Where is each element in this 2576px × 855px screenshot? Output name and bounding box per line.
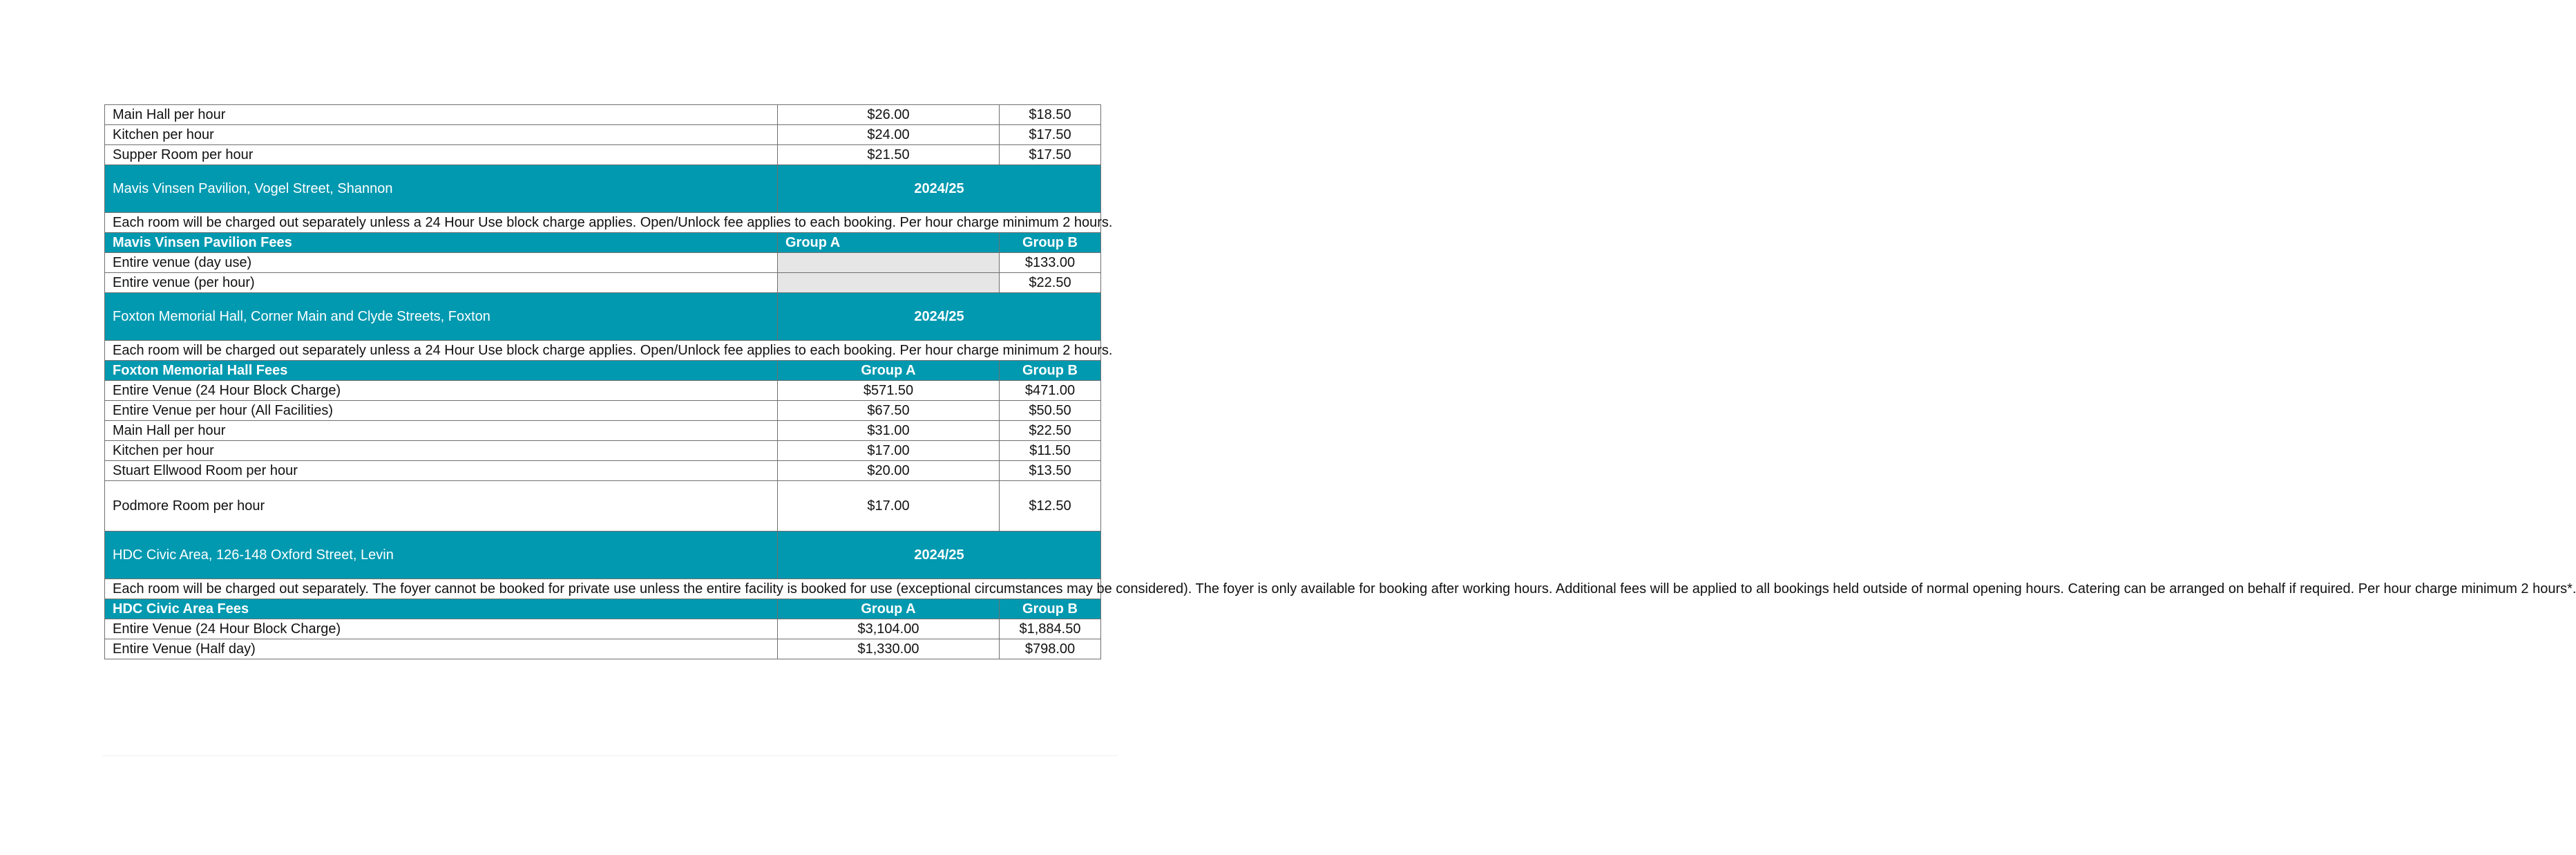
- fee-label: Entire Venue (24 Hour Block Charge): [105, 381, 778, 401]
- fee-label: Main Hall per hour: [105, 421, 778, 441]
- group-a-fee: $17.00: [778, 441, 1000, 461]
- group-a-header: Group A: [778, 361, 1000, 381]
- venue-note: Each room will be charged out separately unless a 24 Hour Use block charge applies. Open/Unlock fee applies to each booking. Per hour charge minimum 2 hours.: [105, 213, 1101, 233]
- venue-note-row: [105, 341, 1101, 361]
- venue-heading-civic: [105, 532, 1101, 579]
- group-a-fee: $1,330.00: [778, 639, 1000, 659]
- group-b-header: Group B: [1000, 599, 1101, 619]
- group-a-fee-empty: [778, 253, 1000, 273]
- group-b-fee: $1,884.50: [1000, 619, 1101, 639]
- venue-note-row: [105, 213, 1101, 233]
- table-row: [105, 421, 1101, 441]
- group-b-fee: $22.50: [1000, 421, 1101, 441]
- group-b-fee: $798.00: [1000, 639, 1101, 659]
- venue-year: 2024/25: [778, 165, 1101, 213]
- table-row: [105, 401, 1101, 421]
- group-b-fee: $17.50: [1000, 145, 1101, 165]
- group-a-fee: $21.50: [778, 145, 1000, 165]
- group-a-fee: $31.00: [778, 421, 1000, 441]
- group-a-fee: $17.00: [778, 481, 1000, 532]
- table-row: [105, 639, 1101, 659]
- group-a-fee: $571.50: [778, 381, 1000, 401]
- group-b-fee: $50.50: [1000, 401, 1101, 421]
- fee-label: Stuart Ellwood Room per hour: [105, 461, 778, 481]
- table-row: [105, 481, 1101, 532]
- group-a-fee: $20.00: [778, 461, 1000, 481]
- table-row: [105, 105, 1101, 125]
- table-row: [105, 461, 1101, 481]
- group-b-fee: $471.00: [1000, 381, 1101, 401]
- fee-label: Supper Room per hour: [105, 145, 778, 165]
- venue-note: Each room will be charged out separately. The foyer cannot be booked for private use unless the entire facility is booked for use (exceptional circumstances may be considered). The foyer is only available for booking after working hours. Additional fees will be applied to all bookings held outside of normal opening hours. Catering can be arranged on behalf if required. Per hour charge minimum 2 hours*.: [105, 579, 1101, 599]
- venue-note-row: [105, 579, 1101, 599]
- fees-header-row: [105, 361, 1101, 381]
- group-b-fee: $133.00: [1000, 253, 1101, 273]
- fee-label: Entire Venue per hour (All Facilities): [105, 401, 778, 421]
- group-a-fee: $67.50: [778, 401, 1000, 421]
- group-b-fee: $13.50: [1000, 461, 1101, 481]
- fee-label: Kitchen per hour: [105, 125, 778, 145]
- venue-heading-mavis: [105, 165, 1101, 213]
- table-row: [105, 381, 1101, 401]
- table-row: [105, 441, 1101, 461]
- fees-header-label: HDC Civic Area Fees: [105, 599, 778, 619]
- fee-label: Entire venue (day use): [105, 253, 778, 273]
- group-b-header: Group B: [1000, 233, 1101, 253]
- group-a-header: Group A: [778, 233, 1000, 253]
- footer-divider: [102, 755, 1118, 756]
- group-a-header: Group A: [778, 599, 1000, 619]
- venue-year: 2024/25: [778, 293, 1101, 341]
- group-b-header: Group B: [1000, 361, 1101, 381]
- table-row: [105, 145, 1101, 165]
- group-a-fee: $24.00: [778, 125, 1000, 145]
- table-row: [105, 273, 1101, 293]
- table-row: [105, 619, 1101, 639]
- fee-label: Podmore Room per hour: [105, 481, 778, 532]
- venue-year: 2024/25: [778, 532, 1101, 579]
- fee-label: Kitchen per hour: [105, 441, 778, 461]
- fee-label: Entire Venue (Half day): [105, 639, 778, 659]
- venue-title: HDC Civic Area, 126-148 Oxford Street, Levin: [105, 532, 778, 579]
- group-b-fee: $11.50: [1000, 441, 1101, 461]
- group-b-fee: $18.50: [1000, 105, 1101, 125]
- fees-header-label: Mavis Vinsen Pavilion Fees: [105, 233, 778, 253]
- venue-title: Mavis Vinsen Pavilion, Vogel Street, Shannon: [105, 165, 778, 213]
- group-a-fee-empty: [778, 273, 1000, 293]
- group-b-fee: $12.50: [1000, 481, 1101, 532]
- group-b-fee: $17.50: [1000, 125, 1101, 145]
- group-a-fee: $3,104.00: [778, 619, 1000, 639]
- venue-title: Foxton Memorial Hall, Corner Main and Clyde Streets, Foxton: [105, 293, 778, 341]
- fees-header-row: [105, 599, 1101, 619]
- fee-label: Entire venue (per hour): [105, 273, 778, 293]
- fee-label: Main Hall per hour: [105, 105, 778, 125]
- table-row: [105, 125, 1101, 145]
- group-a-fee: $26.00: [778, 105, 1000, 125]
- venue-heading-foxton: [105, 293, 1101, 341]
- fees-table: [104, 104, 2576, 659]
- group-b-fee: $22.50: [1000, 273, 1101, 293]
- table-row: [105, 253, 1101, 273]
- fee-label: Entire Venue (24 Hour Block Charge): [105, 619, 778, 639]
- fees-header-row: [105, 233, 1101, 253]
- fees-header-label: Foxton Memorial Hall Fees: [105, 361, 778, 381]
- venue-note: Each room will be charged out separately unless a 24 Hour Use block charge applies. Open/Unlock fee applies to each booking. Per hour charge minimum 2 hours.: [105, 341, 1101, 361]
